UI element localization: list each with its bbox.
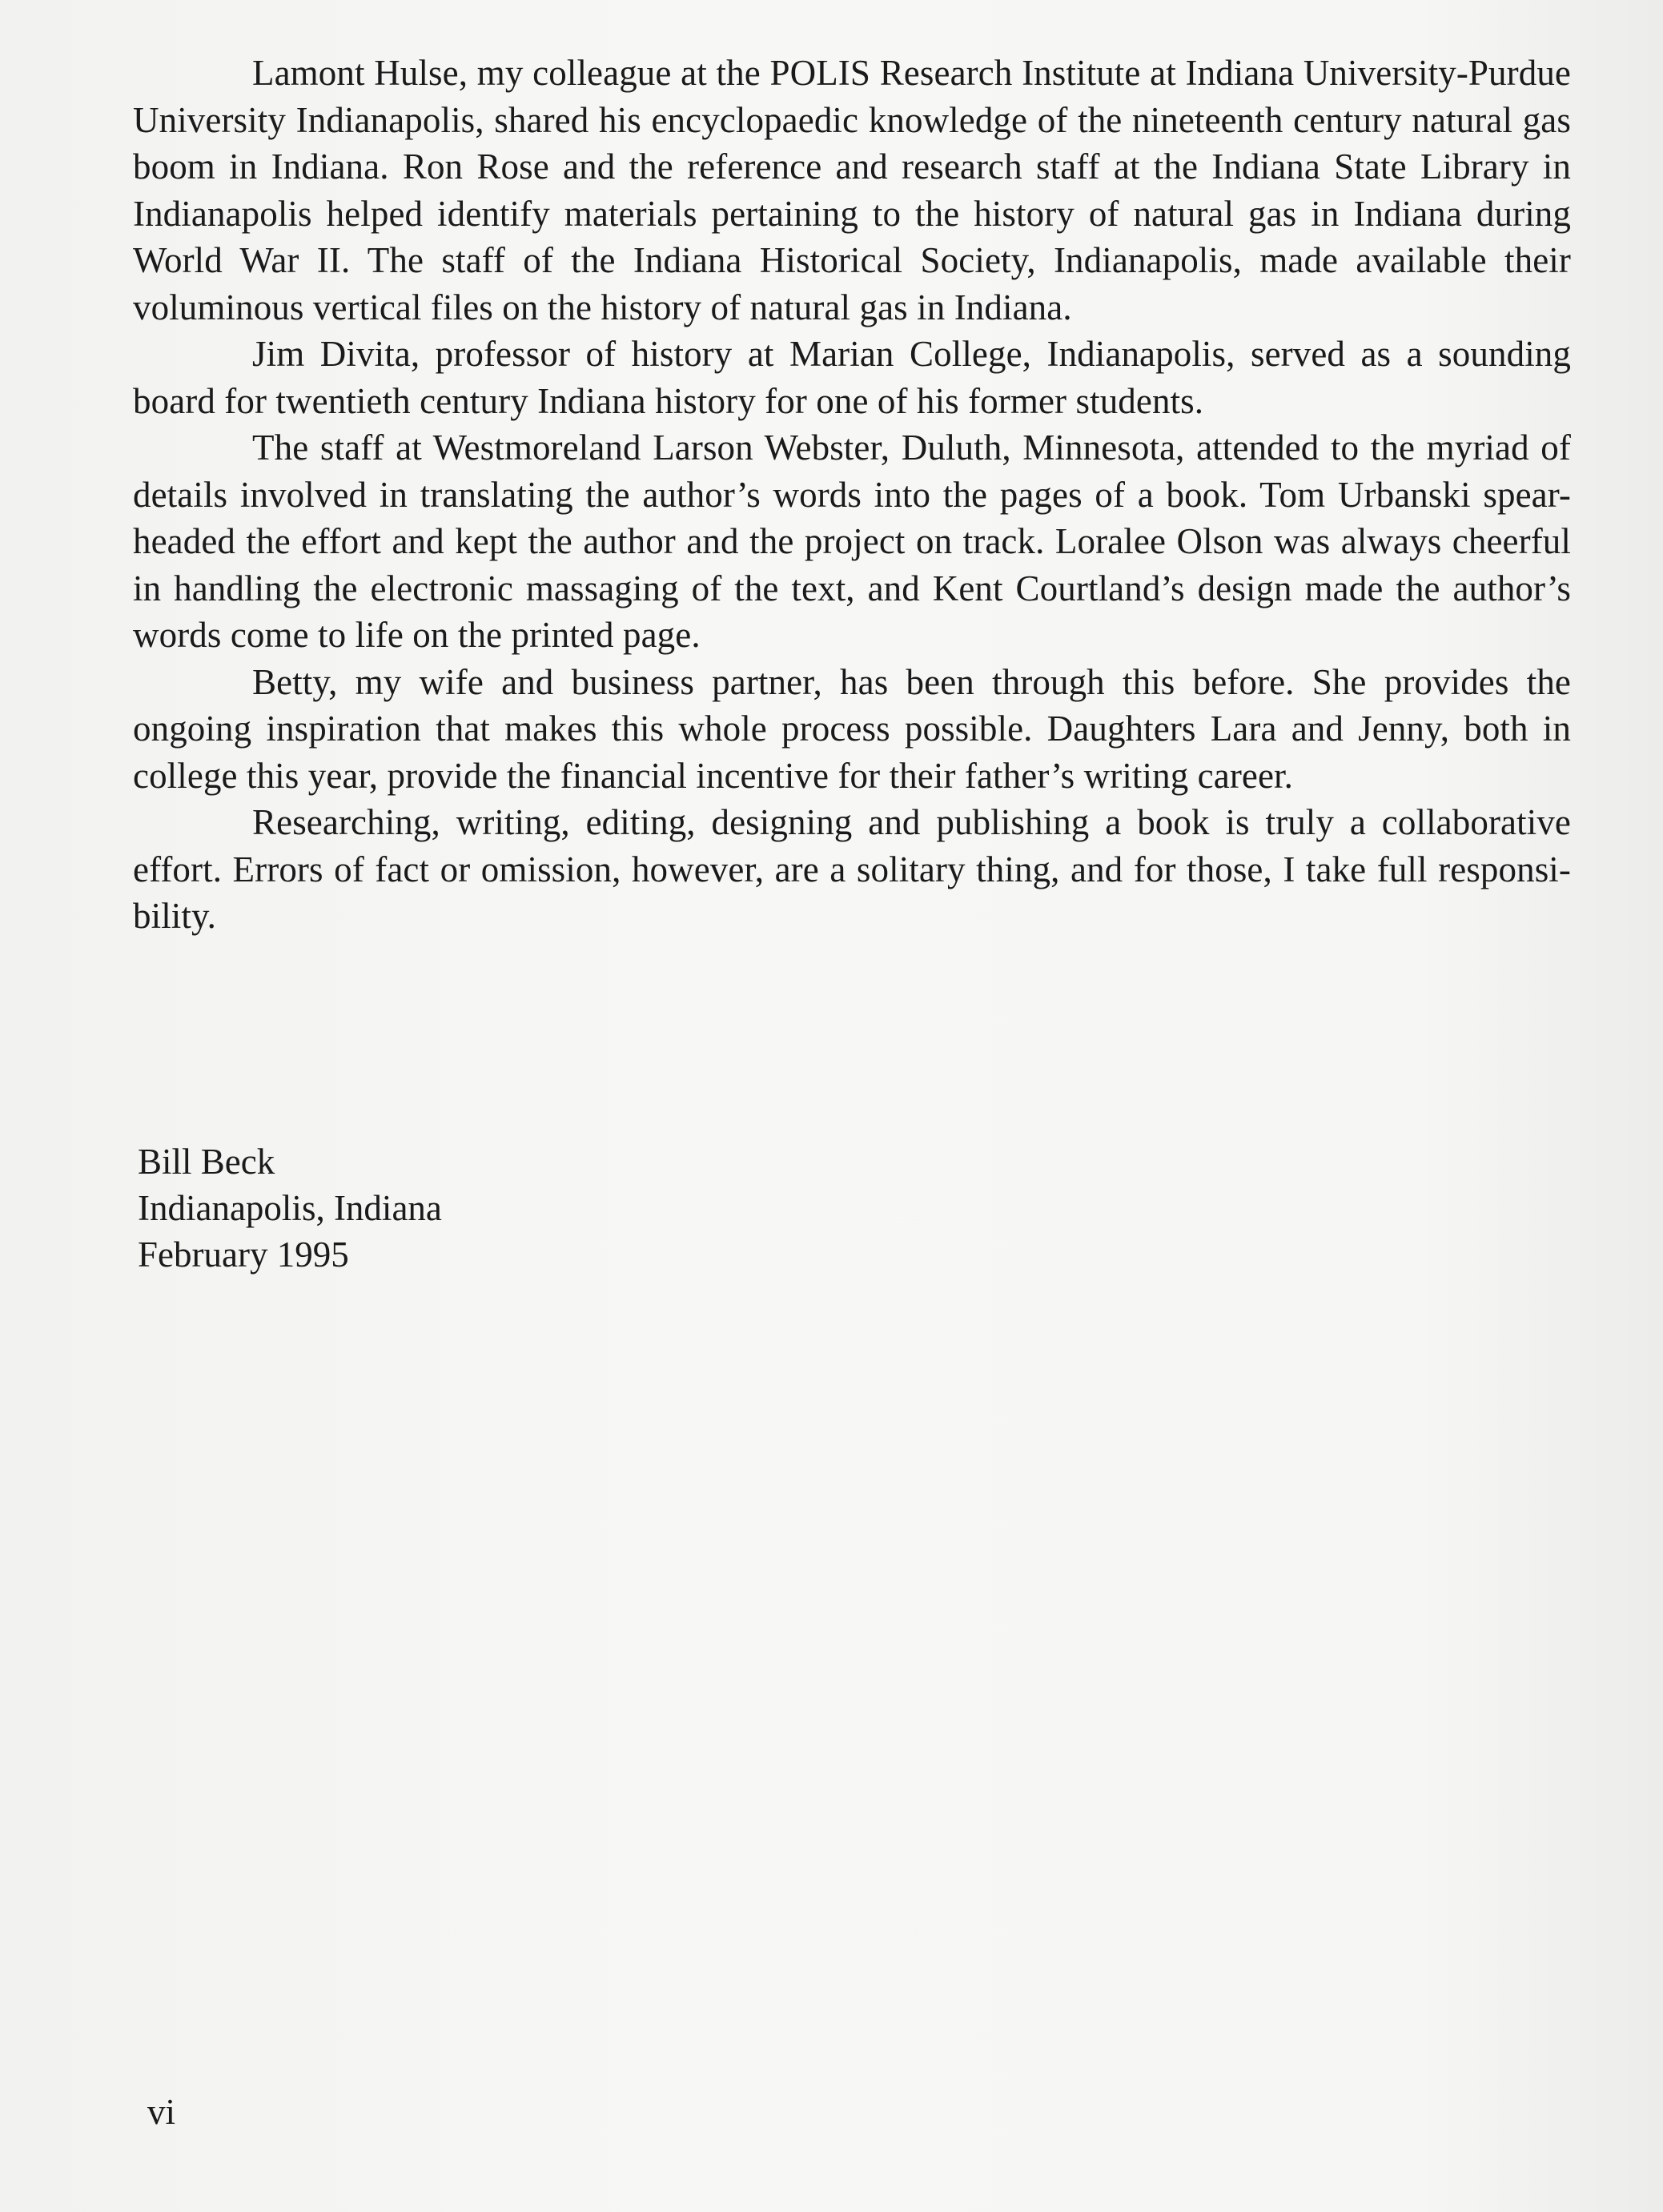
signature-date: February 1995 bbox=[138, 1234, 349, 1275]
author-location: Indianapolis, Indiana bbox=[138, 1188, 442, 1228]
paragraph-collaborative-effort: Researching, writing, editing, designing and publishing a book is truly a collaborative effort. Errors of fact or omission, however, are a solitary thing, and for those, I take full responsi-bility. bbox=[133, 802, 1571, 936]
paragraph-jim-divita: Jim Divita, professor of history at Marian College, Indianapolis, served as a sounding board for twentieth century Indiana history for one of his former students. bbox=[133, 334, 1571, 421]
page-number: vi bbox=[147, 2092, 176, 2132]
signature-block bbox=[138, 1138, 442, 1278]
acknowledgments-text bbox=[133, 50, 1571, 940]
paragraph-polis-institute: Lamont Hulse, my colleague at the POLIS Research Institute at Indiana University-Purdue University Indianapolis, shared his encyclopaedic knowledge of the nineteenth century natural gas boom in Indiana. Ron Rose and the reference and research staff at the Indiana State Library in Indianapolis helped identify materials pertaining to the history of natural gas in Indiana during World War II. The staff of the Indiana Historical Society, Indianapolis, made available their voluminous vertical files on the history of natural gas in Indiana. bbox=[133, 53, 1571, 327]
paragraph-westmoreland-staff: The staff at Westmoreland Larson Webster, Duluth, Minnesota, attended to the myriad of details involved in translating the author’s words into the pages of a book. Tom Urbanski spear-headed the effort and kept the author and the project on track. Loralee Olson was always cheerful in handling the electronic massaging of the text, and Kent Courtland’s design made the author’s words come to life on the printed page. bbox=[133, 428, 1571, 655]
paragraph-betty: Betty, my wife and business partner, has been through this before. She provides the ongoing inspiration that makes this whole process possible. Daughters Lara and Jenny, both in college this year, provide the financial incentive for their father’s writing career. bbox=[133, 661, 1571, 796]
author-name: Bill Beck bbox=[138, 1142, 275, 1182]
